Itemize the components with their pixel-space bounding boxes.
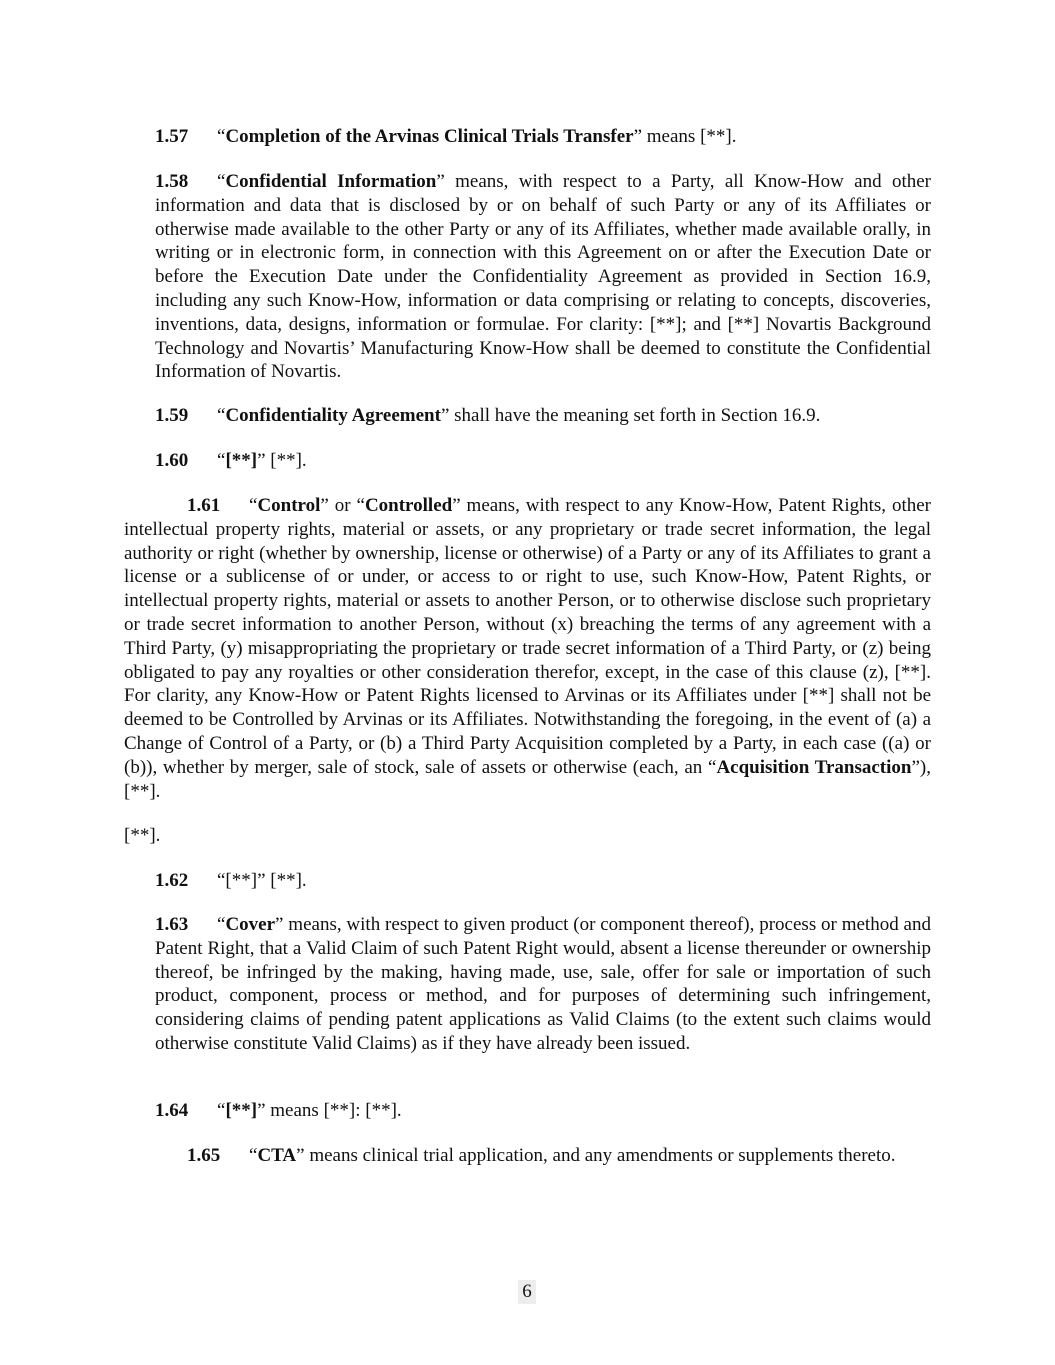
defined-term: Confidentiality Agreement bbox=[225, 405, 441, 426]
section-text: ” means, with respect to given product (or component thereof), process or method and Patent Right, that a Valid Claim of such Patent Right would, absent a license thereunder or ownership thereof, be infringed by the making, having made, use, sale, offer for sale or importation of such product, component, process or method, and for purposes of determining such infringement, considering claims of pending patent applications as Valid Claims (to the extent such claims would otherwise constitute Valid Claims) as if they have already been issued. bbox=[155, 914, 931, 1054]
defined-term: CTA bbox=[257, 1145, 297, 1166]
section-1-58 bbox=[155, 170, 931, 384]
quote-open: “ bbox=[217, 126, 226, 147]
defined-term: [**] bbox=[225, 450, 258, 471]
section-number: 1.65 bbox=[187, 1145, 221, 1166]
section-1-62 bbox=[155, 869, 931, 893]
section-text: ” means, with respect to a Party, all Know-How and other information and data that is disclosed by or on behalf of such Party or any of its Affiliates or otherwise made available to the other Party or any of its Affiliates, whether made available orally, in writing or in electronic form, in connection with this Agreement on or after the Execution Date or before the Execution Date under the Confidentiality Agreement as provided in Section 16.9, including any such Know-How, information or data comprising or relating to concepts, discoveries, inventions, data, designs, information or formulae. For clarity: [**]; and [**] Novartis Background Technology and Novartis’ Manufacturing Know-How shall be deemed to constitute the Confidential Information of Novartis. bbox=[155, 171, 931, 383]
section-number: 1.64 bbox=[155, 1100, 189, 1121]
section-number: 1.63 bbox=[155, 914, 189, 935]
quote-open: “ bbox=[217, 171, 226, 192]
defined-term: Acquisition Transaction bbox=[716, 756, 912, 778]
section-number: 1.61 bbox=[187, 495, 221, 516]
defined-term: Control bbox=[257, 495, 321, 516]
section-1-61 bbox=[124, 494, 931, 803]
defined-term: Cover bbox=[225, 914, 276, 935]
redacted-line: [**]. bbox=[124, 825, 161, 846]
section-number: 1.62 bbox=[155, 870, 189, 891]
quote-open: “ bbox=[217, 914, 226, 935]
section-number: 1.57 bbox=[155, 126, 189, 147]
section-number: 1.58 bbox=[155, 171, 189, 192]
section-text: ” means clinical trial application, and any amendments or supplements thereto. bbox=[296, 1145, 896, 1166]
section-1-57 bbox=[155, 125, 931, 149]
section-1-64 bbox=[155, 1099, 931, 1123]
section-1-65 bbox=[124, 1144, 931, 1168]
defined-term: [**] bbox=[225, 1100, 258, 1121]
section-text: ” or “ bbox=[320, 495, 365, 516]
section-1-59 bbox=[155, 404, 931, 428]
quote-open: “ bbox=[249, 495, 258, 516]
section-text: ” shall have the meaning set forth in Section 16.9. bbox=[440, 405, 821, 426]
section-text: ” means, with respect to any Know-How, Patent Rights, other intellectual property rights, material or assets, or any proprietary or trade secret information, the legal authority or right (whether by ownership, license or otherwise) of a Party or any of its Affiliates to grant a license or a sublicense of or under, or access to or right to use, such Know-How, Patent Rights, or intellectual property rights, material or assets to another Person, or to otherwise disclose such proprietary or trade secret information to another Person, without (x) breaching the terms of any agreement with a Third Party, (y) misappropriating the proprietary or trade secret information of a Third Party, or (z) being obligated to pay any royalties or other consideration therefor, except, in the case of this clause (z), [**]. For clarity, any Know-How or Patent Rights licensed to Arvinas or its Affiliates under [**] shall not be deemed to be Controlled by Arvinas or its Affiliates. Notwithstanding the foregoing, in the event of (a) a Change of Control of a Party, or (b) a Third Party Acquisition completed by a Party, in each case ((a) or (b)), whether by merger, sale of stock, sale of assets or otherwise (each, an “ bbox=[124, 495, 931, 778]
defined-term: Completion of the Arvinas Clinical Trials Transfer bbox=[225, 126, 634, 147]
defined-term: Confidential Information bbox=[225, 171, 437, 192]
section-text: “[**]” [**]. bbox=[217, 870, 307, 891]
section-text: ” means [**]. bbox=[633, 126, 737, 147]
section-text: ”), [**]. bbox=[124, 756, 931, 802]
section-number: 1.59 bbox=[155, 405, 189, 426]
quote-open: “ bbox=[249, 1145, 258, 1166]
page-number: 6 bbox=[518, 1280, 536, 1304]
quote-open: “ bbox=[217, 1100, 226, 1121]
section-text: ” means [**]: [**]. bbox=[257, 1100, 402, 1121]
section-1-60 bbox=[155, 449, 931, 473]
quote-open: “ bbox=[217, 405, 226, 426]
defined-term: Controlled bbox=[364, 495, 453, 516]
section-text: ” [**]. bbox=[257, 450, 307, 471]
section-number: 1.60 bbox=[155, 450, 189, 471]
quote-open: “ bbox=[217, 450, 226, 471]
section-1-63 bbox=[155, 913, 931, 1056]
